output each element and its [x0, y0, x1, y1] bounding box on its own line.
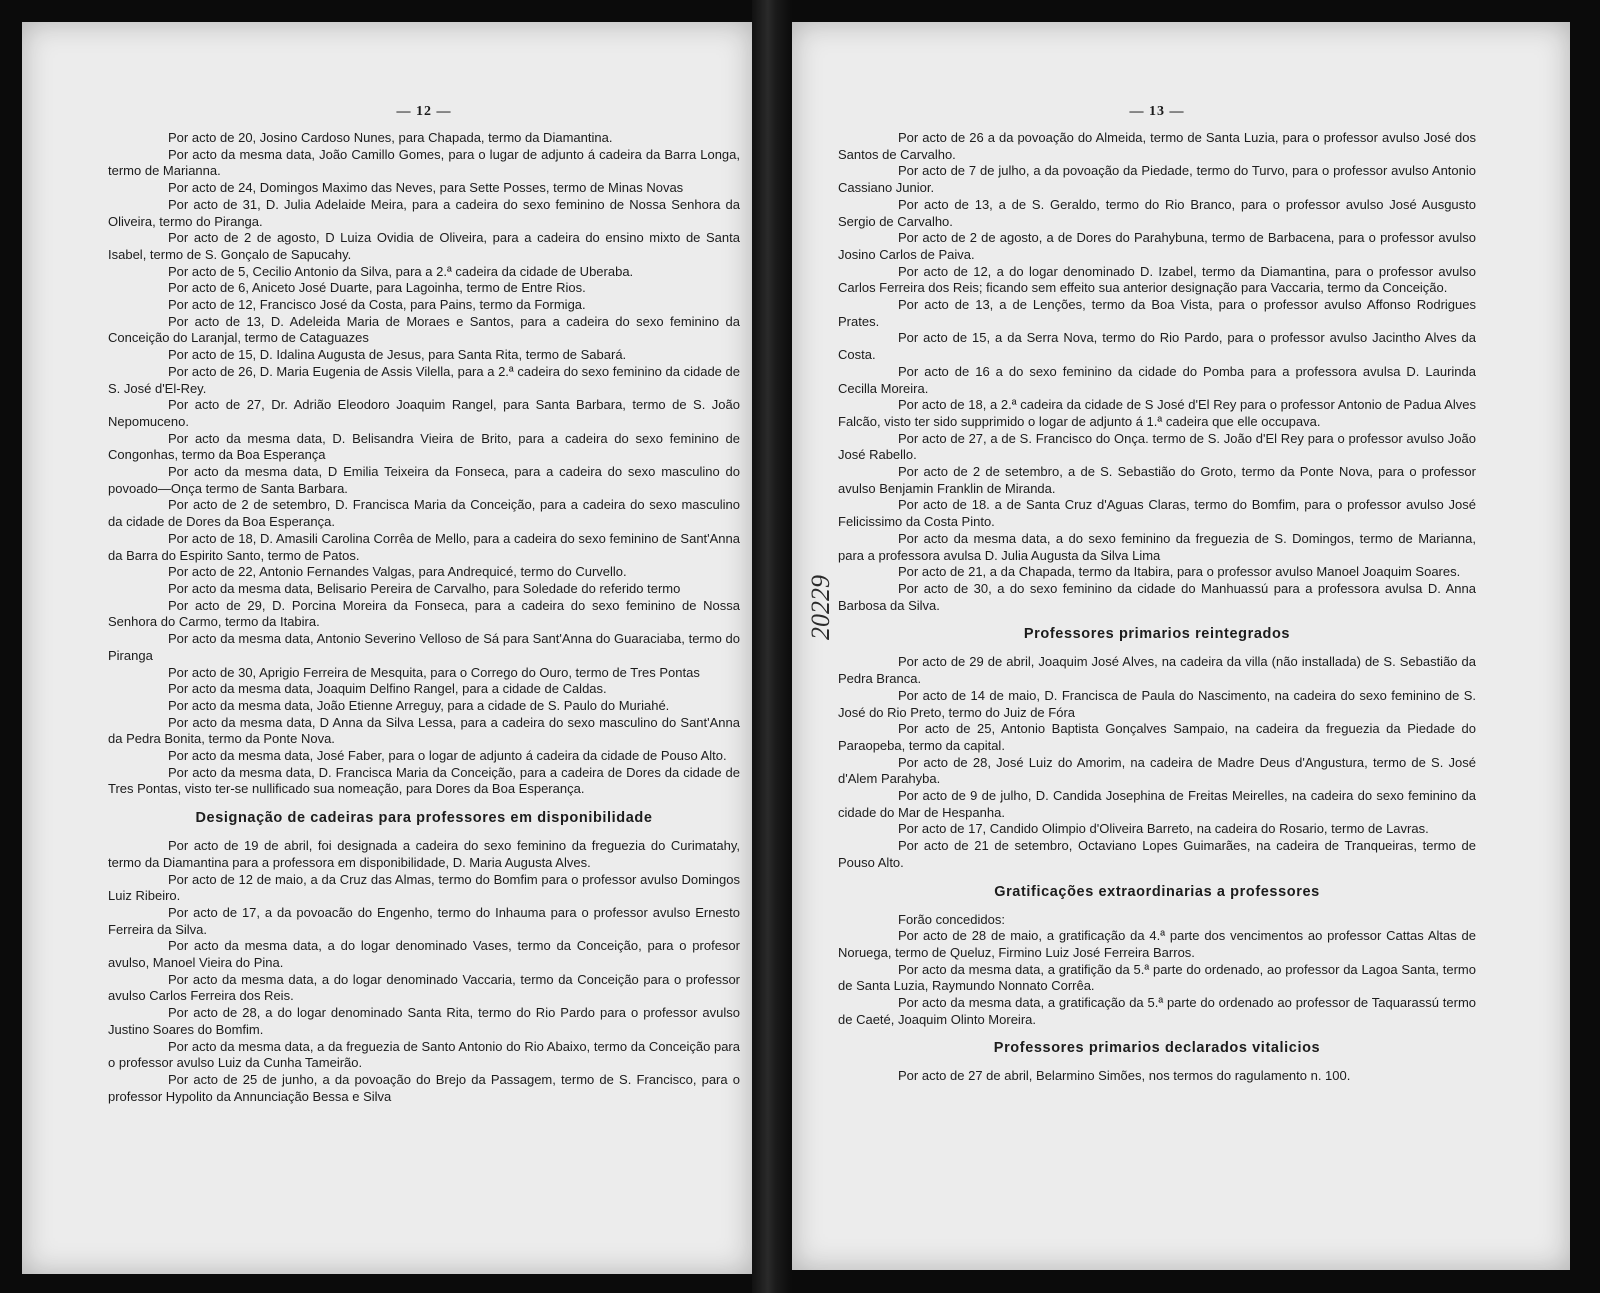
left-page-column: [108, 22, 740, 1105]
paragraph: Por acto de 7 de julho, a da povoação da Piedade, termo do Turvo, para o professor avulso Antonio Cassiano Junior.: [838, 163, 1476, 196]
paragraph: Por acto da mesma data, a gratifição da 5.ª parte do ordenado, ao professor da Lagoa Santa, termo de Santa Luzia, Raymundo Nonnato Corrêa.: [838, 961, 1476, 994]
paragraph: Por acto de 18, D. Amasili Carolina Corrêa de Mello, para a cadeira do sexo feminino de Sant'Anna da Barra do Espirito Santo, termo de Patos.: [108, 530, 740, 563]
paragraph: Forão concedidos:: [898, 911, 1005, 927]
paragraph: Por acto de 29 de abril, Joaquim José Alves, na cadeira da villa (não installada) de S. Sebastião da Pedra Branca.: [838, 654, 1476, 687]
paragraph: Por acto de 9 de julho, D. Candida Josephina de Freitas Meirelles, na cadeira do sexo feminino da cidade do Mar de Hespanha.: [838, 788, 1476, 820]
paragraph: Por acto da mesma data, a do logar denominado Vaccaria, termo da Conceição para o professor avulso Carlos Ferreira dos Reis.: [108, 971, 740, 1004]
paragraph: Por acto de 17, a da povoacão do Engenho, termo do Inhauma para o professor avulso Ernesto Ferreira da Silva.: [108, 904, 740, 937]
book-gutter: [752, 0, 792, 1293]
paragraph: Por acto da mesma data, D. Belisandra Vieira de Brito, para a cadeira do sexo feminino de Congonhas, termo da Boa Esperança: [108, 430, 740, 463]
paragraph: Por acto de 22, Antonio Fernandes Valgas, para Andrequicé, termo do Curvello.: [168, 564, 627, 580]
paragraph: Por acto de 25 de junho, a da povoação do Brejo da Passagem, termo de S. Francisco, para o professor Hypolito da Annunciação Bessa e Silva: [108, 1071, 740, 1104]
paragraph: Por acto da mesma data, José Faber, para o logar de adjunto á cadeira da cidade de Pouso Alto.: [168, 748, 727, 764]
section-heading: Designação de cadeiras para professores em disponibilidade: [195, 810, 653, 827]
paragraph: Por acto de 28 de maio, a gratificação da 4.ª parte dos vencimentos ao professor Cattas Altas de Noruega, termo de Queluz, Firmino Luiz José Ferreira Barros.: [838, 928, 1476, 960]
right-page: [792, 22, 1570, 1270]
paragraph: Por acto da mesma data, D Emilia Teixeira da Fonseca, para a cadeira do sexo masculino do povoado—Onça termo de Santa Barbara.: [108, 464, 740, 496]
paragraph: Por acto da mesma data, a gratificação da 5.ª parte do ordenado ao professor de Taquarassú termo de Caeté, Joaquim Olinto Moreira.: [838, 995, 1476, 1027]
paragraph: Por acto de 27 de abril, Belarmino Simões, nos termos do ragulamento n. 100.: [898, 1068, 1351, 1084]
paragraph: Por acto da mesma data, Belisario Pereira de Carvalho, para Soledade do referido termo: [168, 580, 681, 596]
paragraph: Por acto de 25, Antonio Baptista Gonçalves Sampaio, na cadeira da freguezia da Piedade do Paraopeba, termo da capital.: [838, 721, 1476, 753]
paragraph: Por acto de 2 de agosto, D Luiza Ovidia de Oliveira, para a cadeira do ensino mixto de Santa Isabel, termo de S. Gonçalo de Sapucahy.: [108, 230, 740, 262]
paragraph: Por acto de 15, a da Serra Nova, termo do Rio Pardo, para o professor avulso Jacintho Alves da Costa.: [838, 330, 1476, 363]
paragraph: Por acto de 5, Cecilio Antonio da Silva, para a 2.ª cadeira da cidade de Uberaba.: [168, 263, 634, 279]
right-page-column: [838, 22, 1476, 1085]
paragraph: Por acto de 12, Francisco José da Costa, para Pains, termo da Formiga.: [168, 297, 586, 313]
paragraph: Por acto de 15, D. Idalina Augusta de Jesus, para Santa Rita, termo de Sabará.: [168, 347, 627, 363]
paragraph: Por acto de 30, a do sexo feminino da cidade do Manhuassú para a professora avulsa D. Anna Barbosa da Silva.: [838, 580, 1476, 613]
paragraph: Por acto de 19 de abril, foi designada a cadeira do sexo feminino da freguezia do Curimatahy, termo da Diamantina para a professora em disponibilidade, D. Maria Augusta Alves.: [108, 838, 740, 870]
right-page-text: [838, 130, 1476, 1085]
paragraph: Por acto de 30, Aprigio Ferreira de Mesquita, para o Corrego do Ouro, termo de Tres Pontas: [168, 664, 700, 680]
paragraph: Por acto de 12 de maio, a da Cruz das Almas, termo do Bomfim para o professor avulso Domingos Luiz Ribeiro.: [108, 871, 740, 904]
paragraph: Por acto de 24, Domingos Maximo das Neves, para Sette Posses, termo de Minas Novas: [168, 180, 684, 196]
paragraph: Por acto de 14 de maio, D. Francisca de Paula do Nascimento, na cadeira do sexo feminino de S. José do Rio Preto, termo do Juiz de Fóra: [838, 687, 1476, 720]
paragraph: Por acto da mesma data, João Etienne Arreguy, para a cidade de S. Paulo do Muriahé.: [168, 697, 670, 713]
paragraph: Por acto de 2 de agosto, a de Dores do Parahybuna, termo de Barbacena, para o professor avulso Josino Carlos de Paiva.: [838, 230, 1476, 262]
paragraph: Por acto da mesma data, Antonio Severino Velloso de Sá para Sant'Anna do Guaraciaba, termo do Piranga: [108, 631, 740, 663]
paragraph: Por acto de 18. a de Santa Cruz d'Aguas Claras, termo do Bomfim, para o professor avulso José Felicissimo da Costa Pinto.: [838, 497, 1476, 530]
paragraph: Por acto de 28, a do logar denominado Santa Rita, termo do Rio Pardo para o professor avulso Justino Soares do Bomfim.: [108, 1005, 740, 1037]
paragraph: Por acto da mesma data, a do logar denominado Vases, termo da Conceição, para o profesor avulso, Manoel Vieira do Pina.: [108, 938, 740, 971]
paragraph: Por acto de 2 de setembro, D. Francisca Maria da Conceição, para a cadeira do sexo masculino da cidade de Dores da Boa Esperança.: [108, 497, 740, 530]
paragraph: Por acto de 13, D. Adeleida Maria de Moraes e Santos, para a cadeira do sexo feminino da Conceição do Laranjal, termo de Cataguazes: [108, 313, 740, 346]
page-number-left: — 12 —: [396, 104, 452, 119]
paragraph: Por acto de 20, Josino Cardoso Nunes, para Chapada, termo da Diamantina.: [168, 130, 613, 145]
paragraph: Por acto da mesma data, Joaquim Delfino Rangel, para a cidade de Caldas.: [168, 681, 607, 697]
paragraph: Por acto de 26, D. Maria Eugenia de Assis Vilella, para a 2.ª cadeira do sexo feminino da cidade de S. José d'El-Rey.: [108, 363, 740, 396]
paragraph: Por acto de 17, Candido Olimpio d'Oliveira Barreto, na cadeira do Rosario, termo de Lavras.: [898, 821, 1429, 837]
paragraph: Por acto de 16 a do sexo feminino da cidade do Pomba para a professora avulsa D. Laurinda Cecilla Moreira.: [838, 363, 1476, 396]
paragraph: Por acto da mesma data, D Anna da Silva Lessa, para a cadeira do sexo masculino do Sant'Anna da Pedra Bonita, termo da Ponte Nova.: [108, 714, 740, 747]
paragraph: Por acto de 6, Aniceto José Duarte, para Lagoinha, termo de Entre Rios.: [168, 280, 586, 296]
handwritten-margin-note: 20229: [806, 575, 835, 640]
paragraph: Por acto de 31, D. Julia Adelaide Meira, para a cadeira do sexo feminino de Nossa Senhora da Oliveira, termo do Piranga.: [108, 196, 740, 229]
paragraph: Por acto da mesma data, D. Francisca Maria da Conceição, para a cadeira de Dores da cidade de Tres Pontas, visto ter-se nullificado sua nomeação, para Dores da Boa Esperança.: [108, 764, 740, 797]
paragraph: Por acto da mesma data, a do sexo feminino da freguezia de S. Domingos, termo de Marianna, para a professora avulsa D. Julia Augusta da Silva Lima: [838, 530, 1476, 563]
paragraph: Por acto de 29, D. Porcina Moreira da Fonseca, para a cadeira do sexo feminino de Nossa Senhora do Carmo, termo da Itabira.: [108, 597, 740, 630]
paragraph: Por acto de 21, a da Chapada, termo da Itabira, para o professor avulso Manoel Joaquim Soares.: [898, 564, 1461, 580]
paragraph: Por acto de 13, a de Lenções, termo da Boa Vista, para o professor avulso Affonso Rodrigues Prates.: [838, 297, 1476, 329]
section-heading: Professores primarios reintegrados: [1023, 626, 1291, 643]
paragraph: Por acto de 28, José Luiz do Amorim, na cadeira de Madre Deus d'Angustura, termo de S. José d'Alem Parahyba.: [838, 754, 1476, 787]
paragraph: Por acto de 27, Dr. Adrião Eleodoro Joaquim Rangel, para Santa Barbara, termo de S. João Nepomuceno.: [108, 397, 740, 429]
paragraph: Por acto de 18, a 2.ª cadeira da cidade de S José d'El Rey para o professor Antonio de Padua Alves Falcão, visto ter sido supprimido o logar de adjunto á 1.ª cadeira que elle occupava.: [838, 397, 1476, 429]
paragraph: Por acto da mesma data, João Camillo Gomes, para o lugar de adjunto á cadeira da Barra Longa, termo de Marianna.: [108, 146, 740, 179]
paragraph: Por acto de 27, a de S. Francisco do Onça. termo de S. João d'El Rey para o professor avulso João José Rabello.: [838, 430, 1476, 463]
left-page-text: [108, 130, 740, 1105]
paragraph: Por acto da mesma data, a da freguezia de Santo Antonio do Rio Abaixo, termo da Conceição para o professor avulso Luiz da Cunha Tameirão.: [108, 1038, 740, 1071]
paragraph: Por acto de 12, a do logar denominado D. Izabel, termo da Diamantina, para o professor avulso Carlos Ferreira dos Reis; ficando sem effeito sua anterior designação para Vaccaria, termo da Conceição.: [838, 263, 1476, 296]
section-heading: Gratificações extraordinarias a professores: [994, 883, 1320, 900]
paragraph: Por acto de 21 de setembro, Octaviano Lopes Guimarães, na cadeira de Tranqueiras, termo de Pouso Alto.: [838, 838, 1476, 870]
paragraph: Por acto de 13, a de S. Geraldo, termo do Rio Branco, para o professor avulso José Ausgusto Sergio de Carvalho.: [838, 196, 1476, 229]
section-heading: Professores primarios declarados vitalicios: [993, 1040, 1321, 1057]
page-number-right: — 13 —: [1129, 104, 1185, 119]
paragraph: Por acto de 2 de setembro, a de S. Sebastião do Groto, termo da Ponte Nova, para o professor avulso Benjamin Franklin de Miranda.: [838, 464, 1476, 496]
paragraph: Por acto de 26 a da povoação do Almeida, termo de Santa Luzia, para o professor avulso José dos Santos de Carvalho.: [838, 130, 1476, 162]
left-page: [22, 22, 752, 1274]
